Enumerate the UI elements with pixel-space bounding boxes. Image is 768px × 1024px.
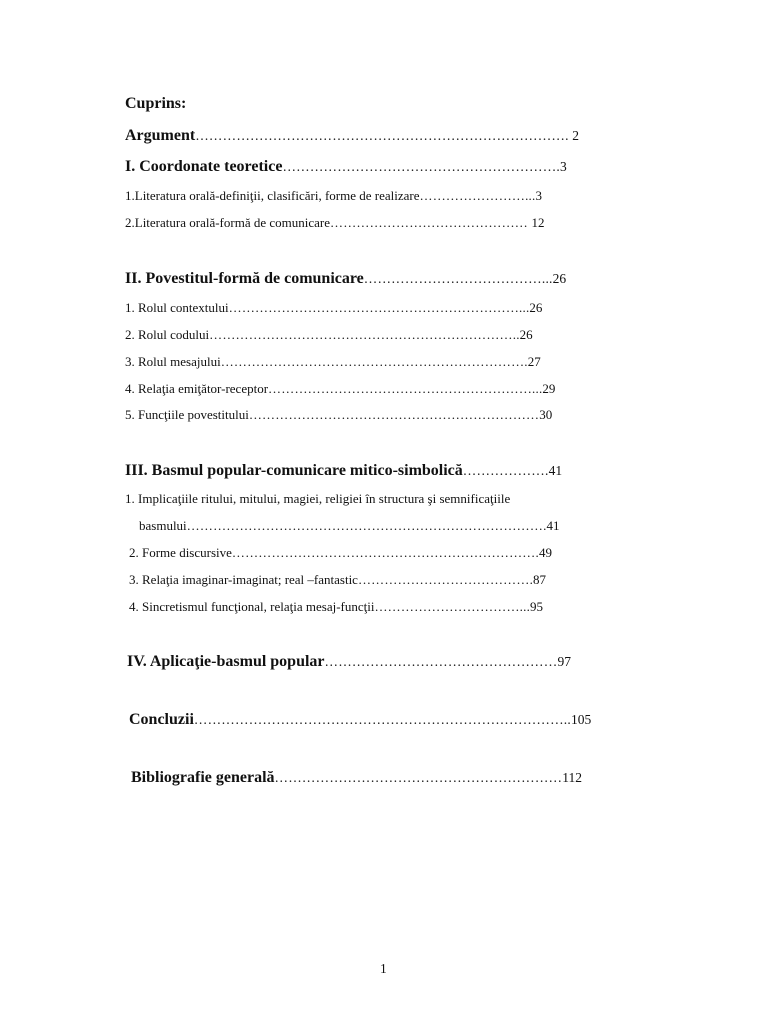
toc-entry-argument xyxy=(125,127,615,145)
toc-entry-page: 26 xyxy=(519,327,533,342)
toc-entry-label: 2. Forme discursive xyxy=(129,545,232,560)
toc-entry-label: Concluzii xyxy=(129,711,194,728)
toc-entry-dots: ……………………………………………………. xyxy=(282,159,561,174)
toc-entry-chapter-2 xyxy=(125,270,615,288)
toc-entry-page: 41 xyxy=(546,518,560,533)
toc-heading: Cuprins: xyxy=(125,95,187,112)
toc-entry-2-4 xyxy=(125,381,615,397)
toc-entry-label: III. Basmul popular-comunicare mitico-simbolică xyxy=(125,462,463,479)
toc-entry-dots: ……………………... xyxy=(419,188,536,203)
toc-entry-page: 30 xyxy=(539,407,553,422)
toc-entry-dots: ……………………………... xyxy=(374,599,531,614)
toc-entry-dots: ……………………………………………………………………….. xyxy=(193,712,571,727)
toc-entry-page: 26 xyxy=(529,300,543,315)
toc-entry-1-1 xyxy=(125,188,615,204)
toc-entry-3-3 xyxy=(129,572,619,588)
toc-entry-label: 3. Rolul mesajului xyxy=(125,354,221,369)
toc-entry-3-1-cont xyxy=(139,518,619,534)
toc-entry-dots: …………………………………………………………….. xyxy=(209,327,520,342)
toc-entry-page: 2 xyxy=(572,128,580,143)
toc-entry-label: I. Coordonate teoretice xyxy=(125,158,283,175)
toc-entry-bibliography xyxy=(131,769,631,787)
toc-entry-page: 26 xyxy=(552,271,567,286)
toc-entry-label: 1. Implicaţiile ritului, mitului, magiei, religiei în structura şi semnificaţiile xyxy=(125,491,511,506)
toc-entry-page: 49 xyxy=(538,545,552,560)
toc-entry-page: 27 xyxy=(527,354,541,369)
toc-entry-page: 41 xyxy=(548,463,563,478)
toc-entry-label: Argument xyxy=(125,127,196,144)
toc-entry-dots: ……………………………………………………………. xyxy=(231,545,539,560)
toc-entry-page: 97 xyxy=(557,654,571,669)
toc-entry-3-1 xyxy=(125,491,625,507)
toc-entry-chapter-3 xyxy=(125,462,615,480)
toc-entry-dots: ……………………………………………………………. xyxy=(220,354,528,369)
toc-entry-conclusions xyxy=(129,711,634,729)
toc-entry-label: basmului xyxy=(139,518,187,533)
toc-entry-page: 105 xyxy=(570,712,592,727)
toc-entry-chapter-4 xyxy=(127,653,622,671)
toc-entry-label: 4. Relaţia emiţător-receptor xyxy=(125,381,269,396)
toc-entry-page: 112 xyxy=(562,770,582,785)
page-number: 1 xyxy=(380,961,387,976)
toc-entry-page: 95 xyxy=(530,599,544,614)
toc-entry-label: 3. Relaţia imaginar-imaginat; real –fantastic xyxy=(129,572,358,587)
toc-entry-dots: …………………………………... xyxy=(363,271,553,286)
toc-entry-dots: ……………………………………………………... xyxy=(268,381,543,396)
toc-entry-label: 1.Literatura orală-definiţii, clasificări, forme de realizare xyxy=(125,188,420,203)
toc-entry-3-4 xyxy=(129,599,619,615)
toc-entry-1-2 xyxy=(125,215,615,231)
toc-entry-dots: ………………………………………………………………………. xyxy=(186,518,547,533)
toc-entry-label: 4. Sincretismul funcţional, relaţia mesaj-funcţii xyxy=(129,599,375,614)
toc-entry-page: 3 xyxy=(535,188,542,203)
toc-entry-dots: ………………. xyxy=(462,463,549,478)
toc-entry-dots: …………………………………………… xyxy=(324,654,558,669)
toc-entry-label: 2. Rolul codului xyxy=(125,327,210,342)
toc-entry-page: 87 xyxy=(533,572,547,587)
toc-entry-chapter-1 xyxy=(125,158,615,176)
toc-entry-page: 12 xyxy=(531,215,545,230)
toc-entry-dots: …………………………………………………………... xyxy=(228,300,530,315)
toc-entry-2-3 xyxy=(125,354,615,370)
toc-entry-page: 3 xyxy=(560,159,567,174)
toc-entry-dots: ………………………………………………………… xyxy=(248,407,540,422)
toc-entry-2-5 xyxy=(125,407,615,423)
toc-entry-3-2 xyxy=(129,545,619,561)
toc-entry-label: 5. Funcţiile povestitului xyxy=(125,407,249,422)
toc-entry-page: 29 xyxy=(542,381,556,396)
toc-entry-dots: ……………………………………………………… xyxy=(274,770,563,785)
toc-entry-label: II. Povestitul-formă de comunicare xyxy=(125,270,364,287)
toc-entry-label: Bibliografie generală xyxy=(131,769,275,786)
toc-entry-dots: ………………………………………………………………………. xyxy=(195,128,573,143)
toc-entry-dots: …………………………………. xyxy=(357,572,534,587)
toc-entry-label: IV. Aplicaţie-basmul popular xyxy=(127,653,325,670)
toc-entry-2-1 xyxy=(125,300,615,316)
toc-entry-label: 1. Rolul contextului xyxy=(125,300,229,315)
toc-entry-2-2 xyxy=(125,327,615,343)
toc-entry-dots: ……………………………………… xyxy=(330,215,532,230)
toc-entry-label: 2.Literatura orală-formă de comunicare xyxy=(125,215,330,230)
